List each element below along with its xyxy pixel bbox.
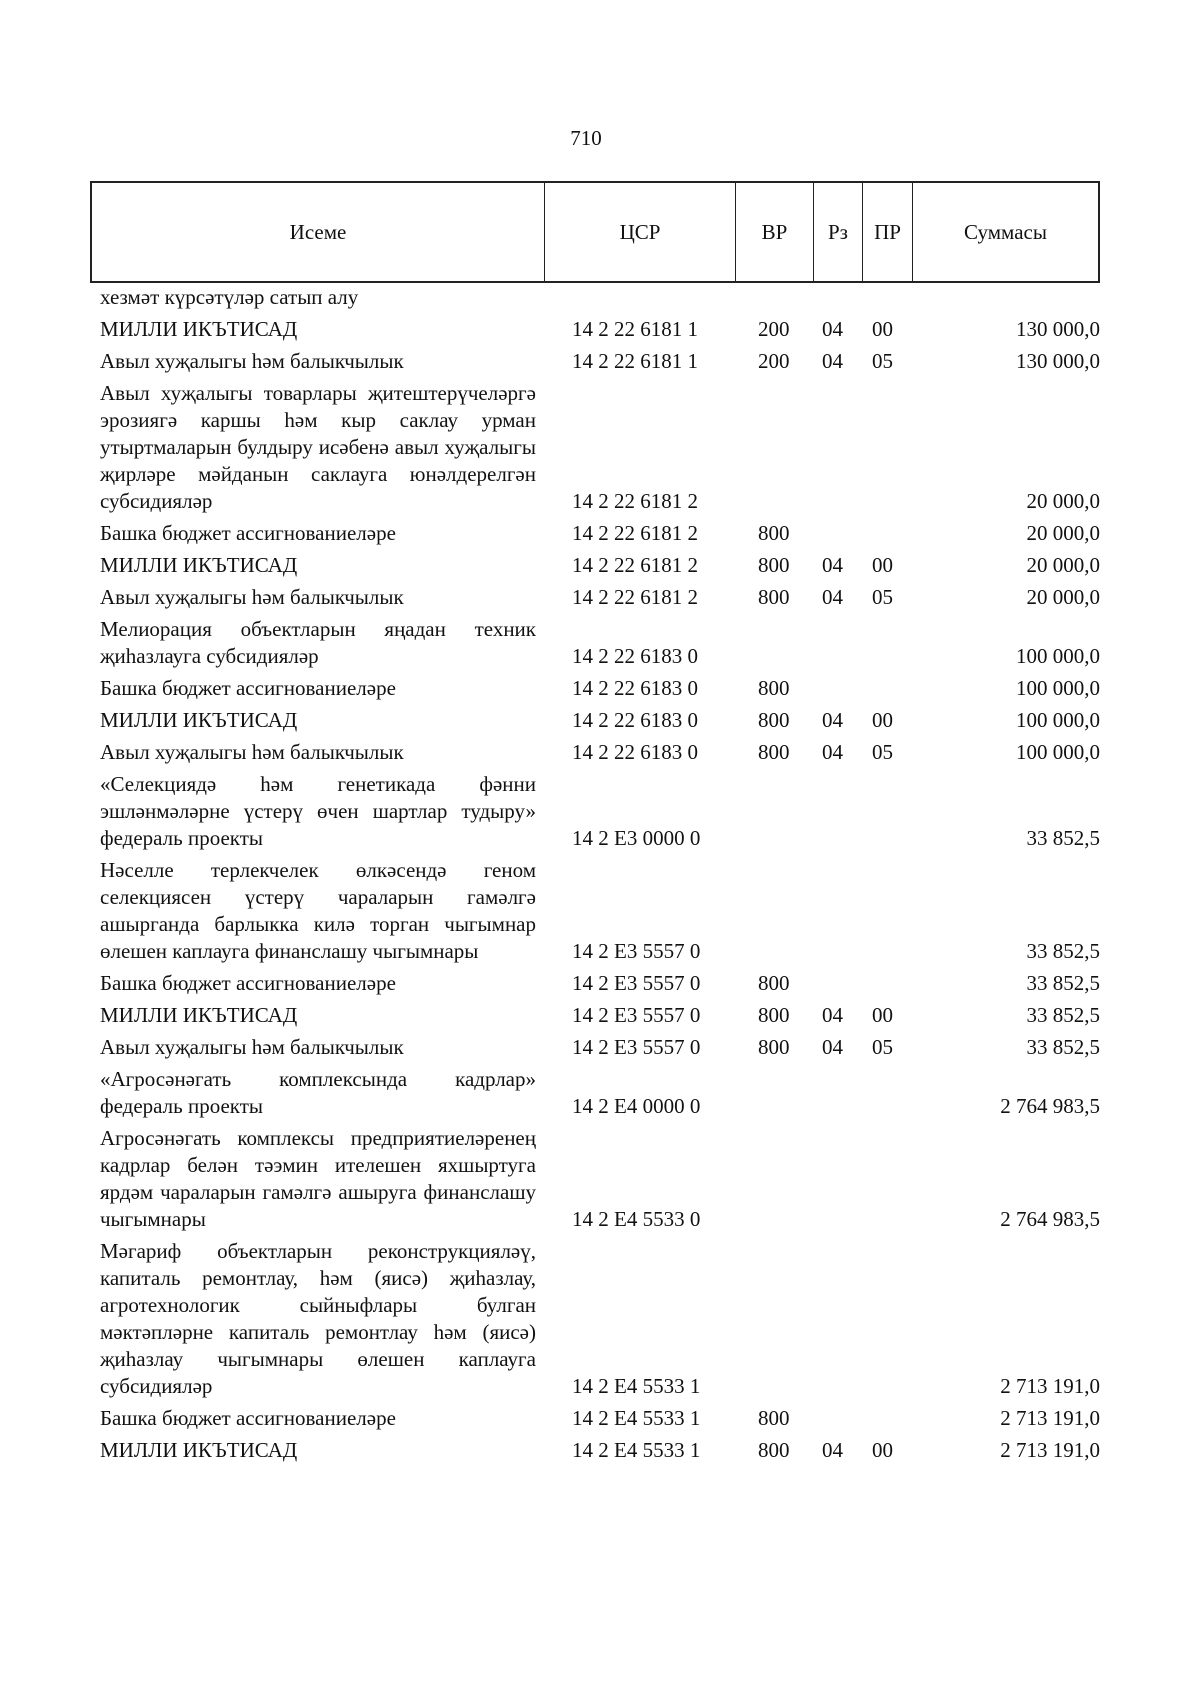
table-row [100, 675, 1100, 702]
row-name-cell: Башка бюджет ассигнованиеләре [100, 971, 396, 995]
row-csr-cell: 14 2 E4 5533 1 [572, 1374, 701, 1398]
row-rz-cell: 04 [822, 553, 843, 577]
row-rz-cell: 04 [822, 349, 843, 373]
table-row [100, 1238, 1100, 1400]
table-row-content [100, 520, 1100, 547]
header-name: Исеме [92, 183, 545, 281]
row-name-cell: МИЛЛИ ИКЪТИСАД [100, 1003, 298, 1027]
row-sum-cell: 2 713 191,0 [1000, 1438, 1100, 1462]
table-row [100, 316, 1100, 343]
row-csr-cell: 14 2 E3 5557 0 [572, 939, 701, 963]
table-row-content [100, 380, 1100, 515]
row-name-cell: Авыл хуҗалыгы һәм балыкчылык [100, 349, 404, 373]
row-name-cell: Мәгариф объектларын реконструкцияләү, капиталь ремонтлау, һәм (яисә) җиһазлау, агротехнологик сыйныфлары булган мәктәпләрне капиталь ремонтлау һәм (яисә) җиһазлау чыгымнары өлешен каплауга субсидияләр [100, 1239, 536, 1398]
page-number: 710 [570, 126, 602, 150]
row-vr-cell: 800 [758, 740, 790, 764]
row-sum-cell: 2 713 191,0 [1000, 1406, 1100, 1430]
row-name-cell: Авыл хуҗалыгы һәм балыкчылык [100, 1035, 404, 1059]
row-pr-cell: 00 [872, 708, 893, 732]
row-name-cell: МИЛЛИ ИКЪТИСАД [100, 708, 298, 732]
row-sum-cell: 33 852,5 [1026, 826, 1100, 850]
row-csr-cell: 14 2 E3 5557 0 [572, 971, 701, 995]
row-pr-cell: 05 [872, 349, 893, 373]
row-rz-cell: 04 [822, 1035, 843, 1059]
row-vr-cell: 800 [758, 676, 790, 700]
row-name-cell: Башка бюджет ассигнованиеләре [100, 1406, 396, 1430]
row-csr-cell: 14 2 E3 5557 0 [572, 1035, 701, 1059]
row-rz-cell: 04 [822, 1003, 843, 1027]
row-csr-cell: 14 2 E4 5533 1 [572, 1406, 701, 1430]
row-pr-cell: 00 [872, 1438, 893, 1462]
row-pr-cell: 05 [872, 585, 893, 609]
table-row [100, 970, 1100, 997]
row-pr-cell: 00 [872, 553, 893, 577]
table-row [100, 348, 1100, 375]
table-row-content [100, 584, 1100, 611]
row-name-cell: МИЛЛИ ИКЪТИСАД [100, 1438, 298, 1462]
row-csr-cell: 14 2 22 6183 0 [572, 676, 698, 700]
row-sum-cell: 33 852,5 [1026, 971, 1100, 995]
row-sum-cell: 33 852,5 [1026, 1003, 1100, 1027]
table-row-content [100, 284, 1100, 311]
row-vr-cell: 800 [758, 521, 790, 545]
row-rz-cell: 04 [822, 708, 843, 732]
row-sum-cell: 2 764 983,5 [1000, 1094, 1100, 1118]
table-row-content [100, 1034, 1100, 1061]
row-name-cell: Башка бюджет ассигнованиеләре [100, 676, 396, 700]
table-row-content [100, 348, 1100, 375]
header-pr: ПР [863, 183, 913, 281]
row-csr-cell: 14 2 22 6183 0 [572, 740, 698, 764]
row-csr-cell: 14 2 E4 0000 0 [572, 1094, 701, 1118]
row-name-cell: Авыл хуҗалыгы һәм балыкчылык [100, 740, 404, 764]
table-header [90, 181, 1100, 283]
table-row [100, 616, 1100, 670]
row-name-cell: Авыл хуҗалыгы һәм балыкчылык [100, 585, 404, 609]
table-row [100, 1002, 1100, 1029]
table-row-content [100, 1066, 1100, 1120]
row-csr-cell: 14 2 22 6181 2 [572, 489, 698, 513]
row-sum-cell: 20 000,0 [1026, 585, 1100, 609]
row-name-cell: «Селекциядә һәм генетикада фәнни эшләнмәләрне үстерү өчен шартлар тудыру» федераль проекты [100, 772, 536, 850]
table-row [100, 1405, 1100, 1432]
row-csr-cell: 14 2 E3 5557 0 [572, 1003, 701, 1027]
row-csr-cell: 14 2 E4 5533 0 [572, 1207, 701, 1231]
row-name-cell: Агросәнәгать комплексы предприятиеләренең кадрлар белән тәэмин ителешен яхшыртуга ярдәм чараларын гамәлгә ашыруга финанслашу чыгымнары [100, 1126, 536, 1231]
table-row [100, 707, 1100, 734]
table-row [100, 1066, 1100, 1120]
row-rz-cell: 04 [822, 585, 843, 609]
row-sum-cell: 20 000,0 [1026, 553, 1100, 577]
table-body [100, 284, 1100, 1469]
header-sum: Суммасы [964, 219, 1047, 244]
row-csr-cell: 14 2 22 6181 2 [572, 521, 698, 545]
row-sum-cell: 2 713 191,0 [1000, 1374, 1100, 1398]
row-vr-cell: 800 [758, 708, 790, 732]
row-sum-cell: 100 000,0 [1016, 708, 1100, 732]
row-name-cell: МИЛЛИ ИКЪТИСАД [100, 553, 298, 577]
header-vr: ВР [736, 183, 814, 281]
row-csr-cell: 14 2 22 6181 2 [572, 553, 698, 577]
row-sum-cell: 2 764 983,5 [1000, 1207, 1100, 1231]
row-vr-cell: 200 [758, 317, 790, 341]
row-sum-cell: 100 000,0 [1016, 676, 1100, 700]
row-csr-cell: 14 2 22 6181 2 [572, 585, 698, 609]
table-row-content [100, 1405, 1100, 1432]
row-sum-cell: 100 000,0 [1016, 740, 1100, 764]
row-sum-cell: 33 852,5 [1026, 939, 1100, 963]
row-vr-cell: 800 [758, 585, 790, 609]
table-row-content [100, 970, 1100, 997]
row-sum-cell: 33 852,5 [1026, 1035, 1100, 1059]
row-pr-cell: 00 [872, 1003, 893, 1027]
row-csr-cell: 14 2 22 6183 0 [572, 644, 698, 668]
row-vr-cell: 800 [758, 971, 790, 995]
table-row-content [100, 1125, 1100, 1233]
header-rz: Рз [814, 183, 863, 281]
row-csr-cell: 14 2 E3 0000 0 [572, 826, 701, 850]
table-row-content [100, 316, 1100, 343]
table-row [100, 1125, 1100, 1233]
table-row [100, 380, 1100, 515]
row-pr-cell: 05 [872, 1035, 893, 1059]
row-csr-cell: 14 2 22 6183 0 [572, 708, 698, 732]
row-csr-cell: 14 2 22 6181 1 [572, 317, 698, 341]
row-vr-cell: 800 [758, 1438, 790, 1462]
table-row [100, 1034, 1100, 1061]
row-vr-cell: 800 [758, 1406, 790, 1430]
table-row [100, 552, 1100, 579]
row-sum-cell: 20 000,0 [1026, 521, 1100, 545]
row-vr-cell: 200 [758, 349, 790, 373]
table-row [100, 771, 1100, 852]
table-row [100, 584, 1100, 611]
row-name-cell: МИЛЛИ ИКЪТИСАД [100, 317, 298, 341]
table-row [100, 520, 1100, 547]
row-name-cell: Авыл хуҗалыгы товарлары җитештерүчеләргә эрозиягә каршы һәм кыр саклау урман утыртмаларын булдыру исәбенә авыл хуҗалыгы җирләре мәйданын саклауга юнәлдерелгән субсидияләр [100, 381, 536, 513]
table-row-content [100, 771, 1100, 852]
table-row-content [100, 857, 1100, 965]
table-row-content [100, 1238, 1100, 1400]
table-row-content [100, 739, 1100, 766]
row-sum-cell: 130 000,0 [1016, 349, 1100, 373]
row-name-cell: Мелиорация объектларын яңадан техник җиһазлауга субсидияләр [100, 617, 536, 668]
table-row [100, 739, 1100, 766]
row-csr-cell: 14 2 22 6181 1 [572, 349, 698, 373]
row-name-cell: Нәселле терлекчелек өлкәсендә геном селекциясен үстерү чараларын гамәлгә ашырганда барлыкка килә торган чыгымнар өлешен каплауга финанслашу чыгымнары [100, 858, 536, 963]
row-vr-cell: 800 [758, 553, 790, 577]
row-sum-cell: 20 000,0 [1026, 489, 1100, 513]
row-csr-cell: 14 2 E4 5533 1 [572, 1438, 701, 1462]
table-row-content [100, 1002, 1100, 1029]
row-vr-cell: 800 [758, 1035, 790, 1059]
table-row-content [100, 616, 1100, 670]
row-rz-cell: 04 [822, 740, 843, 764]
row-name-cell: хезмәт күрсәтүләр сатып алу [100, 285, 359, 309]
row-sum-cell: 100 000,0 [1016, 644, 1100, 668]
table-row [100, 284, 1100, 311]
table-row [100, 1437, 1100, 1464]
row-rz-cell: 04 [822, 1438, 843, 1462]
row-pr-cell: 00 [872, 317, 893, 341]
row-vr-cell: 800 [758, 1003, 790, 1027]
row-pr-cell: 05 [872, 740, 893, 764]
row-rz-cell: 04 [822, 317, 843, 341]
table-row-content [100, 707, 1100, 734]
table-row [100, 857, 1100, 965]
row-name-cell: Башка бюджет ассигнованиеләре [100, 521, 396, 545]
header-csr: ЦСР [545, 183, 736, 281]
row-name-cell: «Агросәнәгать комплексында кадрлар» федераль проекты [100, 1067, 536, 1118]
row-sum-cell: 130 000,0 [1016, 317, 1100, 341]
table-row-content [100, 552, 1100, 579]
table-row-content [100, 1437, 1100, 1464]
table-row-content [100, 675, 1100, 702]
